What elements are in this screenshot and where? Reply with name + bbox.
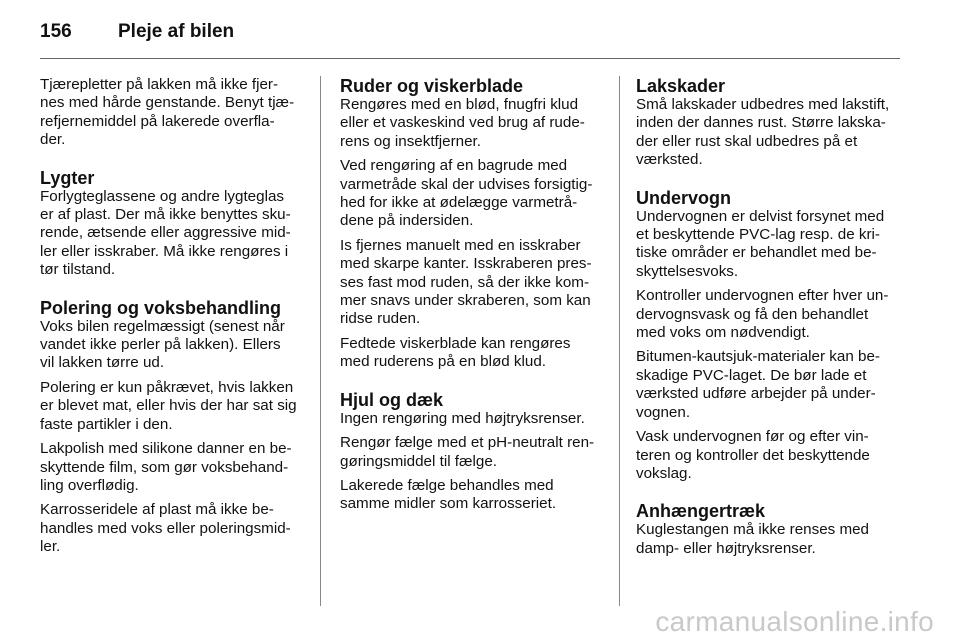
paragraph-wax: Voks bilen regelmæssigt (senest når vandet ikke perler på lakken). Ellers vil lakken tørre ud.: [40, 317, 285, 372]
paragraph-wash-underbody: Vask undervognen før og efter vin- teren og kontroller det beskyttende vokslag.: [636, 428, 870, 482]
paragraph-tar-removal: Tjærepletter på lakken må ikke fjer- nes med hårde genstande. Benyt tjæ- refjernemiddel på lakerede overfla- der.: [40, 76, 295, 149]
paragraph-ice: Is fjernes manuelt med en isskraber med skarpe kanter. Isskraberen pres- ses fast mod ruden, så der ikke kom- mer snavs under skraberen, som kan ridse ruden.: [340, 236, 592, 328]
heading-lygter: Lygter: [40, 167, 95, 188]
paragraph-polish: Polering er kun påkrævet, hvis lakken er blevet mat, eller hvis der har sat sig faste partikler i den.: [40, 378, 297, 433]
paragraph-wiper: Fedtede viskerblade kan rengøres med ruderens på en blød klud.: [340, 334, 571, 371]
heading-polering: Polering og voksbehandling: [40, 297, 282, 318]
column-divider: [619, 76, 620, 606]
paragraph-tow-bar: Kuglestangen må ikke renses med damp- eller højtryksrenser.: [636, 521, 870, 557]
paragraph-no-pressure: Ingen rengøring med højtryksrenser.: [340, 409, 585, 427]
paragraph-windows: Rengøres med en blød, fnugfri klud eller et vaskeskind ved brug af rude- rens og insektfjerner.: [340, 96, 585, 150]
heading-lakskader: Lakskader: [636, 76, 726, 96]
paragraph-rear-window: Ved rengøring af en bagrude med varmetråde skal der udvises forsigtig- hed for ikke at ødelægge varmetrå- dene på indersiden.: [340, 157, 593, 230]
paragraph-check-underbody: Kontroller undervognen efter hver un- dervognsvask og få den behandlet med voks om nødvendigt.: [636, 287, 889, 342]
paragraph-painted-rims: Lakerede fælge behandles med samme midler som karrosseriet.: [340, 476, 557, 513]
paragraph-silicone: Lakpolish med silikone danner en be- skyttende film, som gør voksbehand- ling overflødig.: [40, 440, 292, 494]
page-number: 156: [40, 21, 72, 42]
heading-ruder: Ruder og viskerblade: [340, 76, 524, 96]
paragraph-plastic-parts: Karrosseridele af plast må ikke be- handles med voks eller poleringsmid- ler.: [40, 501, 291, 556]
heading-anhaengertraek: Anhængertræk: [636, 501, 766, 522]
paragraph-lamps: Forlygteglassene og andre lygteglas er af plast. Der må ikke benyttes sku- rende, ætsende eller aggressive mid- ler eller isskraber. Må ikke rengøres i tør tilstand.: [40, 187, 291, 279]
heading-hjul: Hjul og dæk: [340, 389, 443, 410]
column-3: [636, 76, 902, 564]
paragraph-rims: Rengør fælge med et pH-neutralt ren- gøringsmiddel til fælge.: [340, 434, 595, 470]
column-divider: [320, 76, 321, 606]
watermark: carmanualsonline.info: [655, 606, 934, 637]
paragraph-underbody: Undervognen er delvist forsynet med et beskyttende PVC-lag resp. de kri- tiske områder er behandlet med be- skyttelsesvoks.: [636, 207, 885, 280]
page-header: [40, 10, 920, 54]
column-2: [340, 76, 606, 520]
paragraph-paint-damage: Små lakskader udbedres med lakstift, inden der dannes rust. Større lakska- der eller rust skal udbedres på et værksted.: [636, 96, 890, 169]
chapter-title: Pleje af bilen: [118, 21, 235, 42]
header-divider: [40, 58, 900, 59]
paragraph-bitumen: Bitumen-kautsjuk-materialer kan be- skadige PVC-laget. De bør lade et værksted udføre arbejder på under- vognen.: [636, 348, 880, 421]
column-1: [40, 76, 306, 563]
heading-undervogn: Undervogn: [636, 187, 732, 208]
